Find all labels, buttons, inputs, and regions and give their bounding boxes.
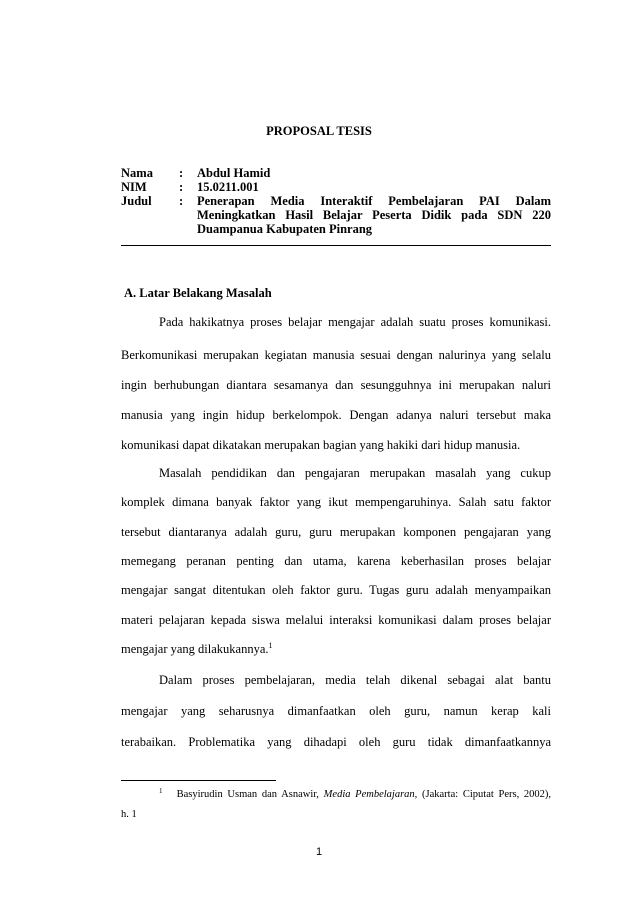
body-line: ingin berhubungan diantara sesamanya dan sesungguhnya ini merupakan naluri <box>121 378 551 392</box>
body-line <box>121 641 551 657</box>
meta-row-judul <box>121 194 551 236</box>
body-line: mengajar sangat ditentukan oleh faktor guru. Tugas guru adalah menyampaikan <box>121 583 551 597</box>
body-line: memegang peranan penting dan utama, karena keberhasilan proses belajar <box>121 554 551 568</box>
body-line: tersebut diantaranya adalah guru, guru merupakan komponen pengajaran yang <box>121 525 551 539</box>
body-line: komplek dimana banyak faktor yang ikut mempengaruhinya. Salah satu faktor <box>121 495 551 509</box>
meta-row-nim <box>121 180 551 194</box>
body-line: mengajar yang seharusnya dimanfaatkan oleh guru, namun kerap kali <box>121 704 551 718</box>
colon: : <box>179 166 184 180</box>
nim-value: 15.0211.001 <box>197 180 259 194</box>
body-line: Dalam proses pembelajaran, media telah dikenal sebagai alat bantu <box>159 673 551 687</box>
proposal-metadata <box>121 166 551 236</box>
body-line: terabaikan. Problematika yang dihadapi oleh guru tidak dimanfaatkannya <box>121 735 551 749</box>
colon: : <box>179 180 184 194</box>
judul-label: Judul <box>121 194 152 208</box>
section-heading: A. Latar Belakang Masalah <box>124 286 272 300</box>
body-line: Pada hakikatnya proses belajar mengajar adalah suatu proses komunikasi. <box>159 315 551 329</box>
meta-row-nama <box>121 166 551 180</box>
judul-value: Penerapan Media Interaktif Pembelajaran PAI Dalam Meningkatkan Hasil Belajar Peserta Didik pada SDN 220 Duampanua Kabupaten Pinrang <box>197 194 551 236</box>
body-line: Berkomunikasi merupakan kegiatan manusia sesuai dengan nalurinya yang selalu <box>121 348 551 362</box>
footnote-page: h. 1 <box>121 809 137 820</box>
footnote-book-title: Media Pembelajaran, <box>323 789 418 800</box>
body-line: komunikasi dapat dikatakan merupakan bagian yang hakiki dari hidup manusia. <box>121 438 521 452</box>
footnote-marker: 1 <box>159 787 163 795</box>
body-line: Masalah pendidikan dan pengajaran merupakan masalah yang cukup <box>159 466 551 480</box>
body-line: materi pelajaran kepada siswa melalui interaksi komunikasi dalam proses belajar <box>121 613 551 627</box>
nama-value: Abdul Hamid <box>197 166 271 180</box>
nim-label: NIM <box>121 180 147 194</box>
colon: : <box>179 194 184 208</box>
page-number: 1 <box>315 846 323 858</box>
document-title: PROPOSAL TESIS <box>266 124 372 138</box>
header-divider <box>121 245 551 246</box>
body-line: manusia yang ingin hidup berkelompok. Dengan adanya naluri tersebut maka <box>121 408 551 422</box>
footnote <box>159 789 551 800</box>
nama-label: Nama <box>121 166 153 180</box>
footnote-divider <box>121 780 276 781</box>
footnote-reference: 1 <box>268 641 273 650</box>
body-line-text: mengajar yang dilakukannya. <box>121 642 269 656</box>
footnote-authors: Basyirudin Usman dan Asnawir, <box>176 789 319 800</box>
footnote-publisher: (Jakarta: Ciputat Pers, 2002), <box>422 789 552 800</box>
